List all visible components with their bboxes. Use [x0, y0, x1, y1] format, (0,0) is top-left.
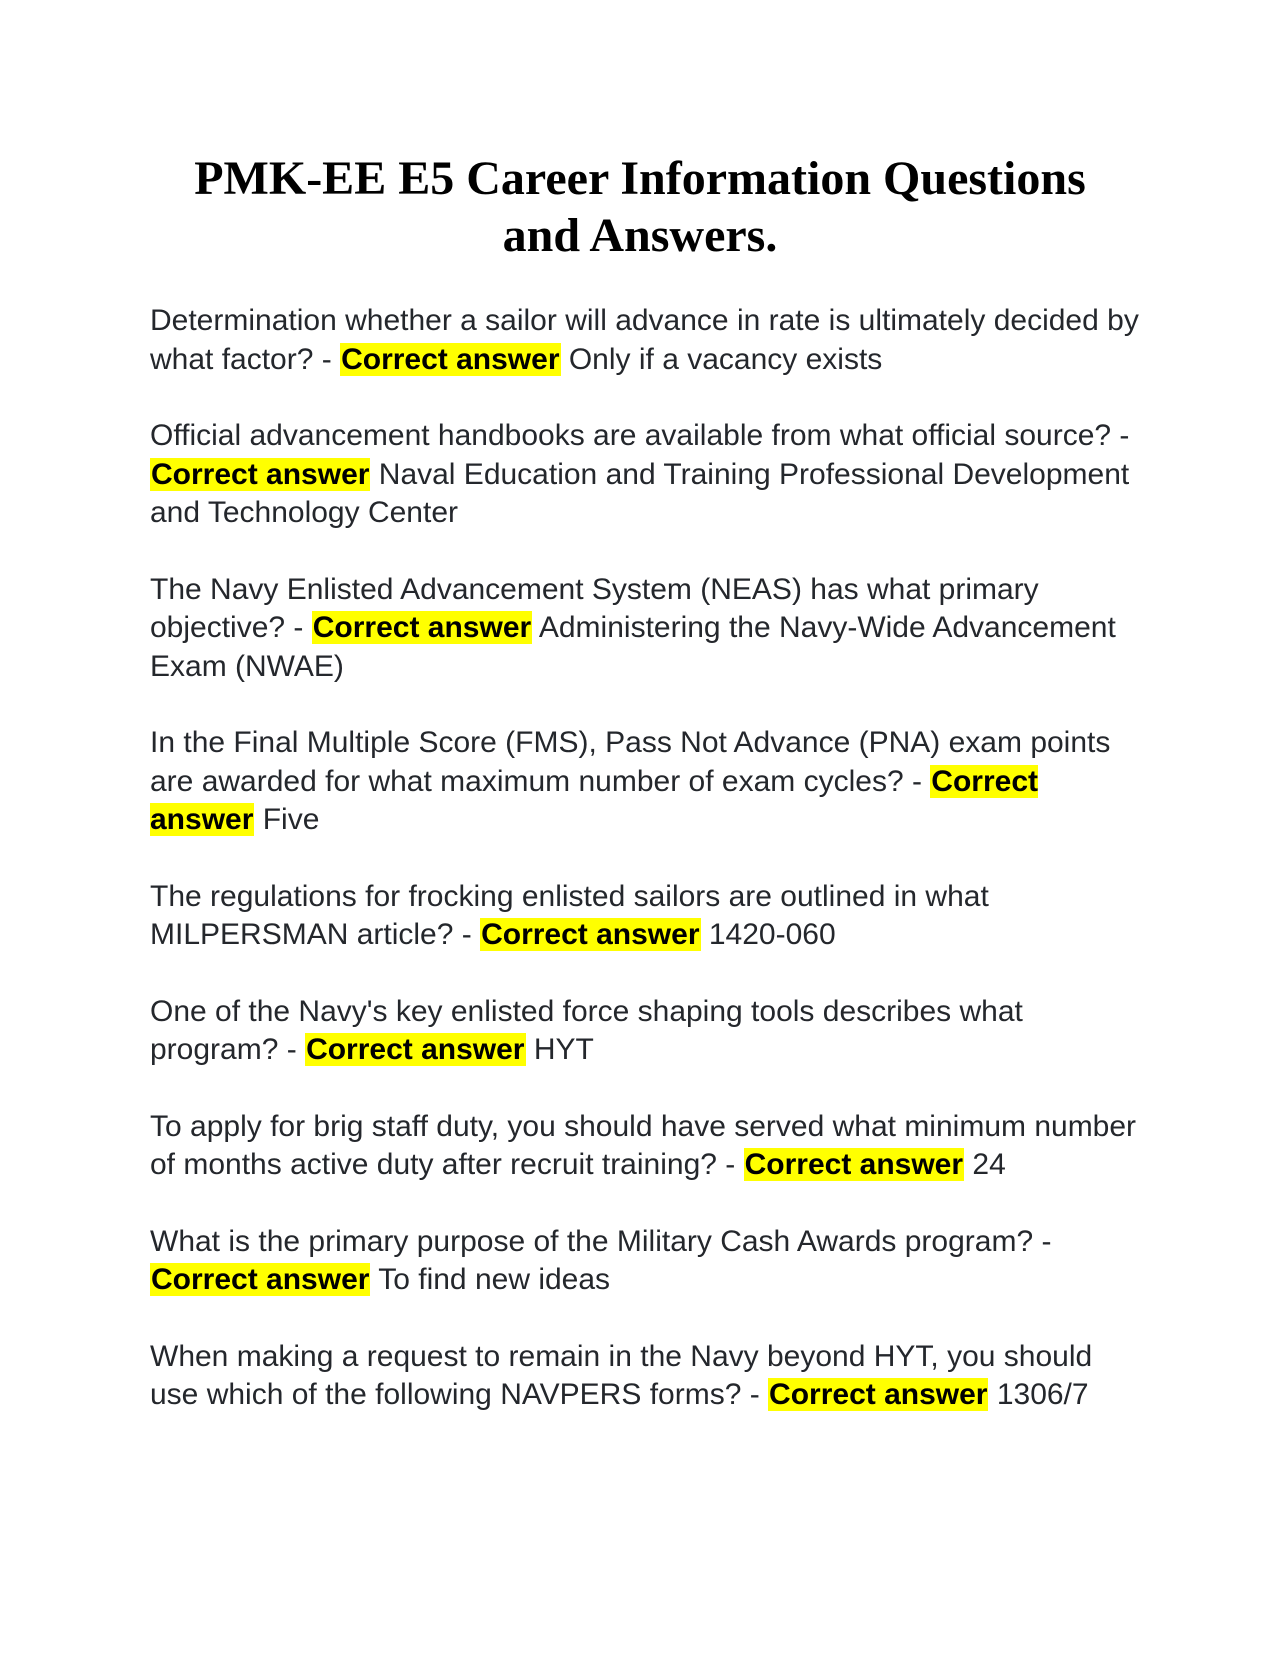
qa-item	[150, 1223, 1140, 1300]
question-text: The Navy Enlisted Advancement System (NEAS) has what primary objective? -	[150, 572, 1039, 644]
question-text: When making a request to remain in the Navy beyond HYT, you should use which of the following NAVPERS forms? -	[150, 1339, 1093, 1411]
answer-text: 1306/7	[988, 1378, 1089, 1411]
answer-text: 1420-060	[700, 918, 836, 951]
answer-text: HYT	[525, 1033, 594, 1066]
question-text: In the Final Multiple Score (FMS), Pass Not Advance (PNA) exam points are awarded for what maximum number of exam cycles? -	[150, 726, 1111, 798]
qa-list	[150, 302, 1140, 1453]
question-text: What is the primary purpose of the Military Cash Awards program? -	[150, 1224, 1052, 1258]
qa-item	[150, 993, 1140, 1070]
correct-answer-label: Correct answer	[151, 1263, 370, 1296]
document-title: PMK-EE E5 Career Information Questions and Answers.	[194, 152, 1086, 262]
correct-answer-label: Correct answer	[481, 918, 700, 951]
correct-answer-label: Correct answer	[306, 1033, 525, 1066]
answer-text: 24	[964, 1148, 1006, 1181]
answer-text: Only if a vacancy exists	[560, 342, 883, 376]
qa-item	[150, 571, 1140, 687]
qa-item	[150, 724, 1140, 840]
qa-item	[150, 1108, 1140, 1185]
qa-item	[150, 417, 1140, 533]
correct-answer-label: Correct answer	[744, 1148, 964, 1181]
correct-answer-label: Correct answer	[150, 764, 1038, 836]
answer-text: To find new ideas	[370, 1263, 611, 1296]
question-text: One of the Navy's key enlisted force shaping tools describes what program? -	[150, 994, 1023, 1066]
correct-answer-label: Correct answer	[312, 611, 532, 644]
correct-answer-label: Correct answer	[341, 342, 560, 376]
question-text: To apply for brig staff duty, you should have served what minimum number of months active duty after recruit training? -	[150, 1109, 1137, 1181]
correct-answer-label: Correct answer	[769, 1378, 988, 1411]
question-text: Determination whether a sailor will advance in rate is ultimately decided by what factor? -	[150, 304, 1139, 376]
qa-item	[150, 1338, 1140, 1415]
correct-answer-label: Correct answer	[151, 457, 370, 491]
question-text: Official advancement handbooks are available from what official source? -	[150, 419, 1130, 452]
question-text: The regulations for frocking enlisted sailors are outlined in what MILPERSMAN article? -	[150, 879, 989, 951]
answer-text: Five	[254, 803, 320, 836]
qa-item	[150, 302, 1140, 379]
answer-text: Naval Education and Training Professional Development and Technology Center	[150, 457, 1130, 529]
qa-item	[150, 878, 1140, 955]
answer-text: Administering the Navy-Wide Advancement Exam (NWAE)	[150, 611, 1116, 683]
